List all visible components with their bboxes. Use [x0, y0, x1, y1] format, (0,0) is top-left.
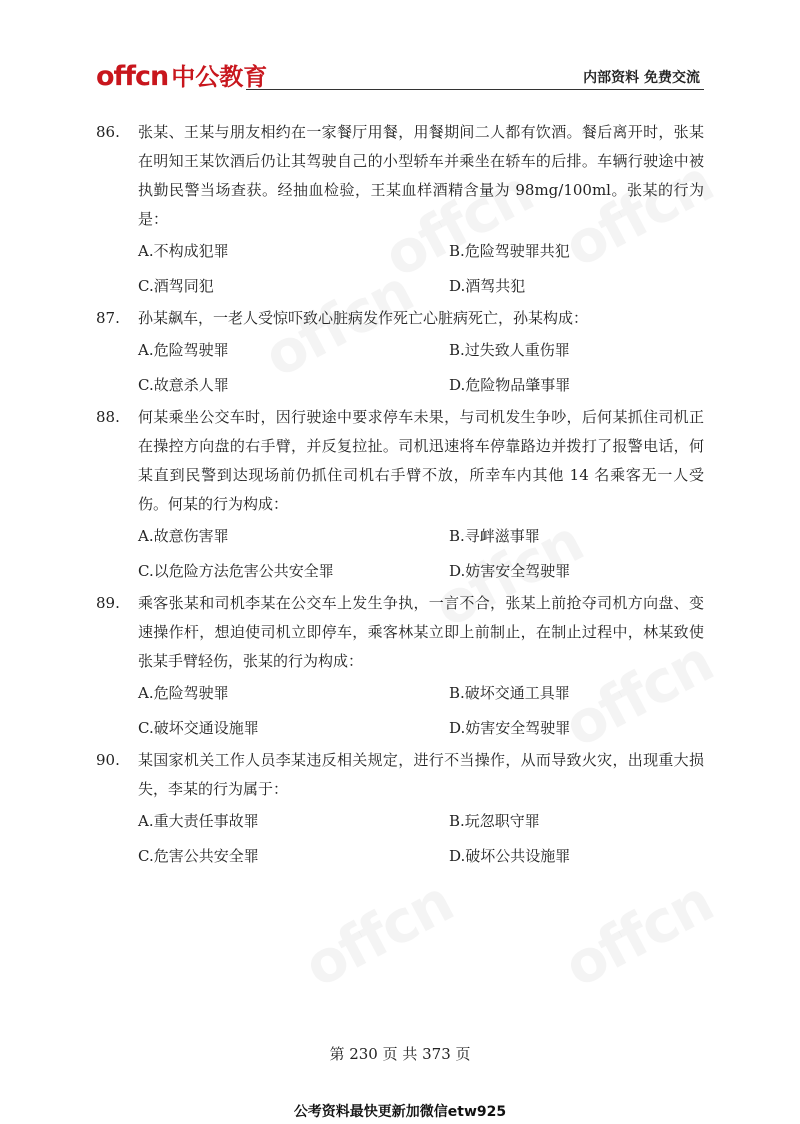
option-d: D.妨害安全驾驶罪	[449, 719, 571, 737]
option-a: A.危险驾驶罪	[138, 684, 229, 702]
option-d: D.酒驾共犯	[449, 277, 526, 295]
question-text: 某国家机关工作人员李某违反相关规定，进行不当操作，从而导致火灾，出现重大损失，李某的行为属于：	[138, 751, 704, 798]
question-number: 89.	[96, 594, 120, 612]
watermark	[553, 867, 723, 1000]
page-header	[96, 58, 704, 92]
question-text: 何某乘坐公交车时，因行驶途中要求停车未果，与司机发生争吵，后何某抓住司机正在操控方向盘的右手臂，并反复拉扯。司机迅速将车停靠路边并拨打了报警电话，何某直到民警到达现场前仍抓住司机右手臂不放，所幸车内其他 14 名乘客无一人受伤。何某的行为构成：	[138, 408, 704, 513]
option-a: A.故意伤害罪	[138, 527, 229, 545]
option-d: D.妨害安全驾驶罪	[449, 562, 571, 580]
option-c: C.以危险方法危害公共安全罪	[138, 562, 334, 580]
option-b: B.危险驾驶罪共犯	[449, 242, 570, 260]
question-text: 乘客张某和司机李某在公交车上发生争执，一言不合，张某上前抢夺司机方向盘、变速操作杆，想迫使司机立即停车，乘客林某立即上前制止，在制止过程中，林某致使张某手臂轻伤，张某的行为构成：	[138, 594, 704, 670]
options	[96, 333, 704, 403]
option-b: B.过失致人重伤罪	[449, 341, 570, 359]
offcn-logo	[96, 58, 267, 92]
logo-english: offcn	[96, 61, 169, 92]
option-b: B.玩忽职守罪	[449, 812, 540, 830]
question-89	[96, 589, 704, 746]
option-b: B.寻衅滋事罪	[449, 527, 540, 545]
option-d: D.危险物品肇事罪	[449, 376, 571, 394]
header-tag: 内部资料 免费交流	[583, 70, 700, 86]
question-90	[96, 746, 704, 874]
options	[96, 234, 704, 304]
option-d: D.破坏公共设施罪	[449, 847, 571, 865]
option-c: C.故意杀人罪	[138, 376, 229, 394]
question-88	[96, 403, 704, 589]
option-c: C.危害公共安全罪	[138, 847, 259, 865]
option-c: C.破坏交通设施罪	[138, 719, 259, 737]
page-number: 第 230 页 共 373 页	[329, 1045, 471, 1063]
question-number: 88.	[96, 408, 120, 426]
option-b: B.破坏交通工具罪	[449, 684, 570, 702]
options	[96, 519, 704, 589]
question-number: 87.	[96, 309, 120, 327]
options	[96, 804, 704, 874]
option-a: A.重大责任事故罪	[138, 812, 259, 830]
header-divider	[246, 89, 704, 90]
watermark	[293, 867, 463, 1000]
options	[96, 676, 704, 746]
option-a: A.危险驾驶罪	[138, 341, 229, 359]
question-number: 90.	[96, 751, 120, 769]
footer-note: 公考资料最快更新加微信etw925	[293, 1104, 507, 1120]
question-text: 孙某飙车，一老人受惊吓致心脏病发作死亡心脏病死亡，孙某构成：	[138, 309, 589, 327]
question-87	[96, 304, 704, 403]
logo-chinese: 中公教育	[171, 63, 268, 91]
question-number: 86.	[96, 123, 120, 141]
question-86	[96, 118, 704, 304]
option-c: C.酒驾同犯	[138, 277, 214, 295]
question-list	[96, 118, 704, 874]
question-text: 张某、王某与朋友相约在一家餐厅用餐，用餐期间二人都有饮酒。餐后离开时，张某在明知王某饮酒后仍让其驾驶自己的小型轿车并乘坐在轿车的后排。车辆行驶途中被执勤民警当场查获。经抽血检验，王某血样酒精含量为 98mg/100ml。张某的行为是：	[138, 123, 704, 228]
option-a: A.不构成犯罪	[138, 242, 229, 260]
